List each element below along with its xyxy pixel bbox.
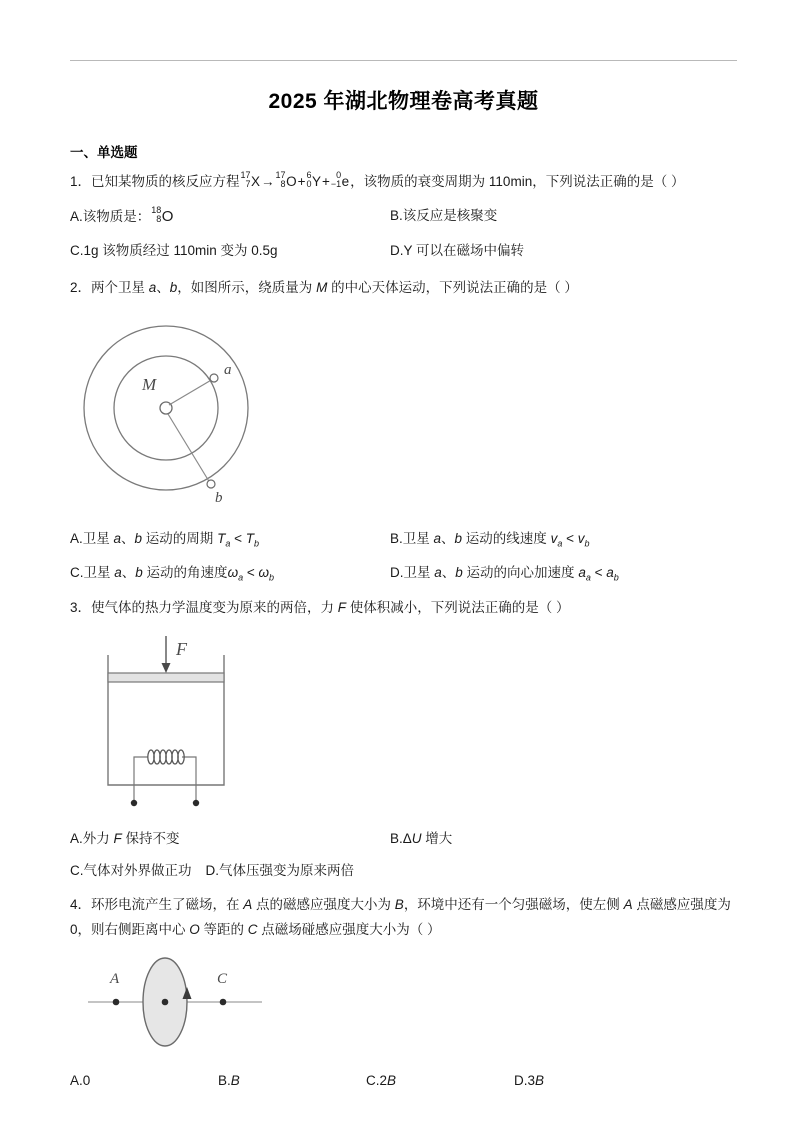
- q2-c-sub2: b: [269, 572, 275, 583]
- q1-x-symbol: X: [251, 174, 261, 189]
- q2-d-s2: b: [455, 564, 463, 580]
- point-a-label: A: [110, 970, 120, 987]
- q2-b-s1: a: [433, 530, 442, 546]
- q1-option-c[interactable]: C.1g 该物质经过 110min 变为 0.5g: [70, 242, 278, 258]
- radius-line-b: [168, 414, 210, 483]
- q4-l2-p1: 强度为 0，则右侧距离中心: [70, 896, 731, 937]
- q2-d-sub2: b: [613, 572, 619, 583]
- satellite-orbit-figure: [80, 313, 737, 518]
- q4-l1-a2: A: [623, 896, 633, 912]
- q2-d-sym1: a: [578, 564, 586, 580]
- question-4-options: [70, 1070, 737, 1092]
- point-c-marker: [220, 998, 227, 1005]
- q2-c-rel: <: [243, 564, 259, 580]
- q4-l1-p1: 4．环形电流产生了磁场，在: [70, 896, 244, 912]
- q2-b-sym2: v: [577, 530, 585, 546]
- q4-l2-o: O: [189, 921, 200, 937]
- q3-b-sym: U: [411, 830, 422, 846]
- q2-d-sub1: a: [585, 572, 591, 583]
- q4-l1-p4: 点磁感应: [632, 896, 691, 912]
- q1-nuclide-e: [331, 170, 349, 195]
- q1-x-sup: 17: [240, 170, 251, 181]
- q2-stem-b: b: [169, 279, 178, 295]
- q2-c-pre: C.卫星: [70, 564, 115, 580]
- q2-a-rel: <: [230, 530, 246, 546]
- q4-l1-p3: ，环境中还有一个匀强磁场，使左侧: [403, 896, 624, 912]
- q2-a-sym1: T: [217, 530, 226, 546]
- q3-a-sym: F: [113, 830, 122, 846]
- piston-slab: [108, 673, 224, 682]
- q2-b-rel: <: [562, 530, 578, 546]
- q4-b-sym: B: [230, 1072, 240, 1088]
- q1-option-b[interactable]: B.该反应是核聚变: [390, 207, 498, 223]
- q3-option-c[interactable]: C.气体对外界做正功: [70, 863, 192, 879]
- q2-a-s1: a: [113, 530, 122, 546]
- q1-option-a[interactable]: [70, 205, 390, 229]
- satellite-a-marker: [210, 374, 218, 382]
- q1-y-sup: 6: [306, 170, 312, 181]
- q2-c-s1: a: [114, 564, 122, 580]
- cylinder-piston-figure: [78, 633, 737, 818]
- q4-l1-p2: 点的磁感应强度大小为: [252, 896, 395, 912]
- q2-b-post: 运动的线速度: [462, 530, 551, 546]
- satellite-orbit-diagram: [80, 313, 300, 513]
- q1-e-sup: 0: [336, 170, 342, 181]
- q4-b-pre: B.: [218, 1072, 231, 1088]
- q1-option-a-prefix: A.该物质是：: [70, 208, 151, 224]
- q2-b-sym1: v: [550, 530, 558, 546]
- q3-b-post: 增大: [421, 830, 453, 846]
- q2-c-sub1: a: [238, 572, 244, 583]
- q4-l1-a: A: [243, 896, 253, 912]
- q1-option-d[interactable]: D.Y 可以在磁场中偏转: [390, 242, 525, 258]
- question-3-options: [70, 828, 737, 882]
- q3-a-post: 保持不变: [121, 830, 180, 846]
- point-c-label: C: [217, 970, 228, 987]
- q4-option-d[interactable]: [514, 1070, 544, 1092]
- q2-d-pre: D.卫星: [390, 564, 435, 580]
- question-2-options: [70, 528, 737, 585]
- q1-plus-2: +: [322, 174, 330, 189]
- q2-d-rel: <: [590, 564, 607, 580]
- q3-option-d[interactable]: D.气体压强变为原来两倍: [205, 863, 354, 879]
- center-label-m: M: [142, 374, 157, 394]
- q2-b-sub1: a: [557, 538, 563, 549]
- question-4-stem: [70, 893, 737, 943]
- q1-nuclide-x: [241, 170, 261, 195]
- q2-a-mid: 、: [121, 530, 135, 546]
- q3-option-row-cd: [70, 860, 737, 882]
- q4-c-pre: C.2: [366, 1072, 388, 1088]
- q4-l2-p3: 点磁场碰感应强度大小为（ ）: [257, 921, 441, 937]
- document-content: [70, 85, 737, 1102]
- q2-option-b[interactable]: [390, 528, 589, 551]
- satellite-a-label: a: [224, 361, 232, 378]
- q1-arrow: →: [261, 174, 275, 189]
- question-3-stem: [70, 596, 737, 621]
- q2-c-sym2: ω: [258, 564, 269, 580]
- q2-a-sub1: a: [225, 538, 231, 549]
- q2-b-pre: B.卫星: [390, 530, 434, 546]
- q2-d-sym2: a: [606, 564, 614, 580]
- q1-option-row-ab: [70, 205, 737, 229]
- terminal-dot-left: [131, 799, 137, 805]
- q2-a-sub2: b: [253, 538, 259, 549]
- q1-o-symbol: O: [286, 174, 297, 189]
- header-divider: [70, 60, 737, 61]
- q2-option-c[interactable]: [70, 562, 390, 585]
- current-ring-figure: [80, 955, 737, 1060]
- cylinder-piston-diagram: [78, 633, 278, 813]
- q2-d-s1: a: [434, 564, 442, 580]
- q2-option-a[interactable]: [70, 528, 390, 551]
- q4-d-pre: D.3: [514, 1072, 536, 1088]
- question-1-stem: [70, 170, 737, 195]
- q1-o-sub: 8: [280, 179, 286, 190]
- q1-y-symbol: Y: [311, 174, 321, 189]
- q1-option-a-nuclide: [151, 205, 173, 229]
- q1-option-a-sup: 18: [151, 205, 162, 216]
- q1-e-sub: −1: [330, 179, 342, 190]
- q1-e-symbol: e: [341, 174, 350, 189]
- q1-option-row-cd: [70, 240, 737, 262]
- q3-stem-p1: 3．使气体的热力学温度变为原来的两倍，力: [70, 599, 338, 615]
- q3-option-row-ab: [70, 828, 737, 850]
- q4-option-c[interactable]: [366, 1070, 514, 1092]
- page-title: 2025 年湖北物理卷高考真题: [268, 90, 539, 113]
- q2-option-d[interactable]: [390, 562, 619, 585]
- q2-stem-p3: ，如图所示，绕质量为: [177, 279, 317, 295]
- q2-c-post: 运动的角速度: [142, 564, 228, 580]
- q4-c-sym: B: [387, 1072, 397, 1088]
- q2-stem-m: M: [316, 279, 328, 295]
- point-o-marker: [162, 998, 169, 1005]
- q2-stem-a: a: [148, 279, 157, 295]
- q1-option-a-sub: 8: [156, 214, 162, 225]
- q2-a-s2: b: [134, 530, 143, 546]
- q2-stem-p4: 的中心天体运动，下列说法正确的是（ ）: [327, 279, 578, 295]
- q1-o-sup: 17: [275, 170, 286, 181]
- q2-option-row-ab: [70, 528, 737, 551]
- q2-d-post: 运动的向心加速度: [462, 564, 579, 580]
- q2-b-sub2: b: [584, 538, 590, 549]
- q2-a-sym2: T: [245, 530, 254, 546]
- q1-stem-suffix: ，该物质的衰变周期为 110min，下列说法正确的是（ ）: [350, 174, 685, 189]
- q1-nuclide-o: [276, 170, 297, 195]
- q2-a-pre: A.卫星: [70, 530, 114, 546]
- force-label-f: F: [176, 638, 187, 659]
- q1-nuclide-y: [306, 170, 321, 195]
- q2-d-mid: 、: [441, 564, 456, 580]
- q2-c-s2: b: [135, 564, 143, 580]
- q2-b-s2: b: [454, 530, 463, 546]
- q1-y-sub: 0: [306, 179, 312, 190]
- force-arrow-head: [162, 663, 171, 673]
- q2-stem-p2: 、: [156, 279, 170, 295]
- q1-plus-1: +: [297, 174, 306, 189]
- question-2-stem: [70, 276, 737, 301]
- section-heading: 一、单选题: [70, 145, 138, 160]
- q4-option-a[interactable]: A.0: [70, 1072, 91, 1088]
- q1-option-a-symbol: O: [161, 207, 174, 225]
- q3-b-pre: B.Δ: [390, 830, 412, 846]
- q3-option-b[interactable]: [390, 828, 452, 850]
- terminal-dot-right: [193, 799, 199, 805]
- current-ring-diagram: [80, 955, 310, 1055]
- q4-option-b[interactable]: [218, 1070, 366, 1092]
- point-a-marker: [113, 998, 120, 1005]
- q2-stem-p1: 2．两个卫星: [70, 279, 149, 295]
- q4-l1-b: B: [394, 896, 404, 912]
- radius-line-a: [169, 379, 213, 405]
- q1-stem-prefix: 1．已知某物质的核反应方程: [70, 174, 240, 189]
- satellite-b-label: b: [215, 489, 223, 506]
- q4-d-sym: B: [535, 1072, 545, 1088]
- q3-stem-f: F: [337, 599, 347, 615]
- satellite-b-marker: [207, 480, 215, 488]
- q3-a-pre: A.外力: [70, 830, 114, 846]
- heating-coil: [148, 750, 184, 764]
- q2-option-row-cd: [70, 562, 737, 585]
- q2-c-sym1: ω: [227, 564, 239, 580]
- q4-l2-p2: 等距的: [199, 921, 248, 937]
- q2-b-mid: 、: [441, 530, 455, 546]
- q3-stem-p2: 使体积减小，下列说法正确的是（ ）: [346, 599, 570, 615]
- q4-option-row: [70, 1070, 737, 1092]
- q2-a-post: 运动的周期: [142, 530, 218, 546]
- coil-lead-left-top: [134, 757, 148, 763]
- question-1-options: [70, 205, 737, 262]
- q3-option-a[interactable]: [70, 828, 390, 850]
- q2-c-mid: 、: [121, 564, 136, 580]
- q1-x-sub: 7: [245, 179, 251, 190]
- q4-l2-c: C: [247, 921, 258, 937]
